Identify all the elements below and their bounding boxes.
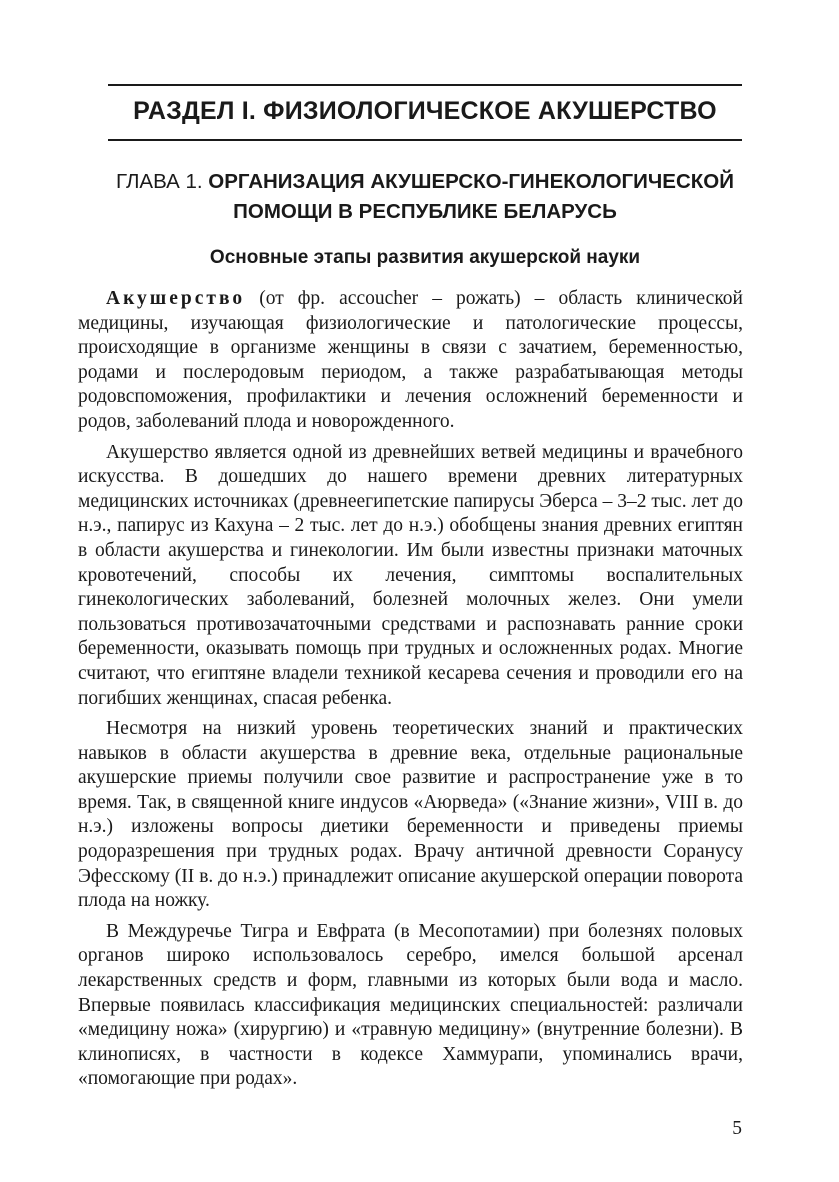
page-number: 5 bbox=[732, 1118, 742, 1139]
chapter-prefix: ГЛАВА 1. bbox=[116, 170, 203, 193]
paragraph-4: В Междуречье Тигра и Евфрата (в Месопотамии) при болезнях половых органов широко использовалось серебро, имелся большой арсенал лекарственных средств и форм, главными из которых были вода и масло. Впервые появилась классификация медицинских специальностей: различали «медицину ножа» (хирургию) и «травную медицину» (внутренние болезни). В клинописях, в частности в кодексе Хаммурапи, упоминались врачи, «помогающие при родах». bbox=[78, 920, 743, 1090]
chapter-title: ОРГАНИЗАЦИЯ АКУШЕРСКО-ГИНЕКОЛОГИЧЕСКОЙ ПОМОЩИ В РЕСПУБЛИКЕ БЕЛАРУСЬ bbox=[208, 170, 734, 223]
paragraph-2: Акушерство является одной из древнейших ветвей медицины и врачебного искусства. В дошедших до нашего времени древних литературных медицинских источниках (древнеегипетские папирусы Эберса – 3–2 тыс. лет до н.э., папирус из Кахуна – 2 тыс. лет до н.э.) обобщены знания древних египтян в области акушерства и гинекологии. Им были известны признаки маточных кровотечений, способы их лечения, симптомы воспалительных гинекологических заболеваний, болезней молочных желез. Они умели пользоваться противозачаточными средствами и распознавать ранние сроки беременности, оказывать помощь при трудных и осложненных родах. Многие считают, что египтяне владели техникой кесарева сечения и проводили его на погибших женщинах, спасая ребенка. bbox=[78, 441, 743, 709]
paragraph-1 bbox=[78, 287, 743, 435]
paragraph-1-text: (от фр. accoucher – рожать) – область клинической медицины, изучающая физиологические и патологические процессы, происходящие в организме женщины в связи с зачатием, беременностью, родами и послеродовым периодом, а также разрабатывающая методы родовспоможения, профилактики и лечения осложнений беременности и родов, заболеваний плода и новорожденного. bbox=[78, 288, 743, 432]
paragraph-3: Несмотря на низкий уровень теоретических знаний и практических навыков в области акушерства в древние века, отдельные рациональные акушерские приемы получили свое развитие и распространение уже в то время. Так, в священной книге индусов «Аюрведа» («Знание жизни», VIII в. до н.э.) изложены вопросы диетики беременности и приведены приемы родоразрешения при трудных родах. Врачу античной древности Соранусу Эфесскому (II в. до н.э.) принадлежит описание акушерской операции поворота плода на ножку. bbox=[78, 718, 743, 912]
subheading: Основные этапы развития акушерской науки bbox=[209, 247, 641, 268]
body-text bbox=[78, 287, 743, 1098]
section-title: РАЗДЕЛ I. ФИЗИОЛОГИЧЕСКОЕ АКУШЕРСТВО bbox=[133, 97, 717, 125]
top-rule bbox=[108, 84, 742, 86]
chapter-heading bbox=[108, 167, 742, 227]
bottom-rule bbox=[108, 139, 742, 141]
term-akusherstvo: Акушерство bbox=[106, 288, 246, 309]
